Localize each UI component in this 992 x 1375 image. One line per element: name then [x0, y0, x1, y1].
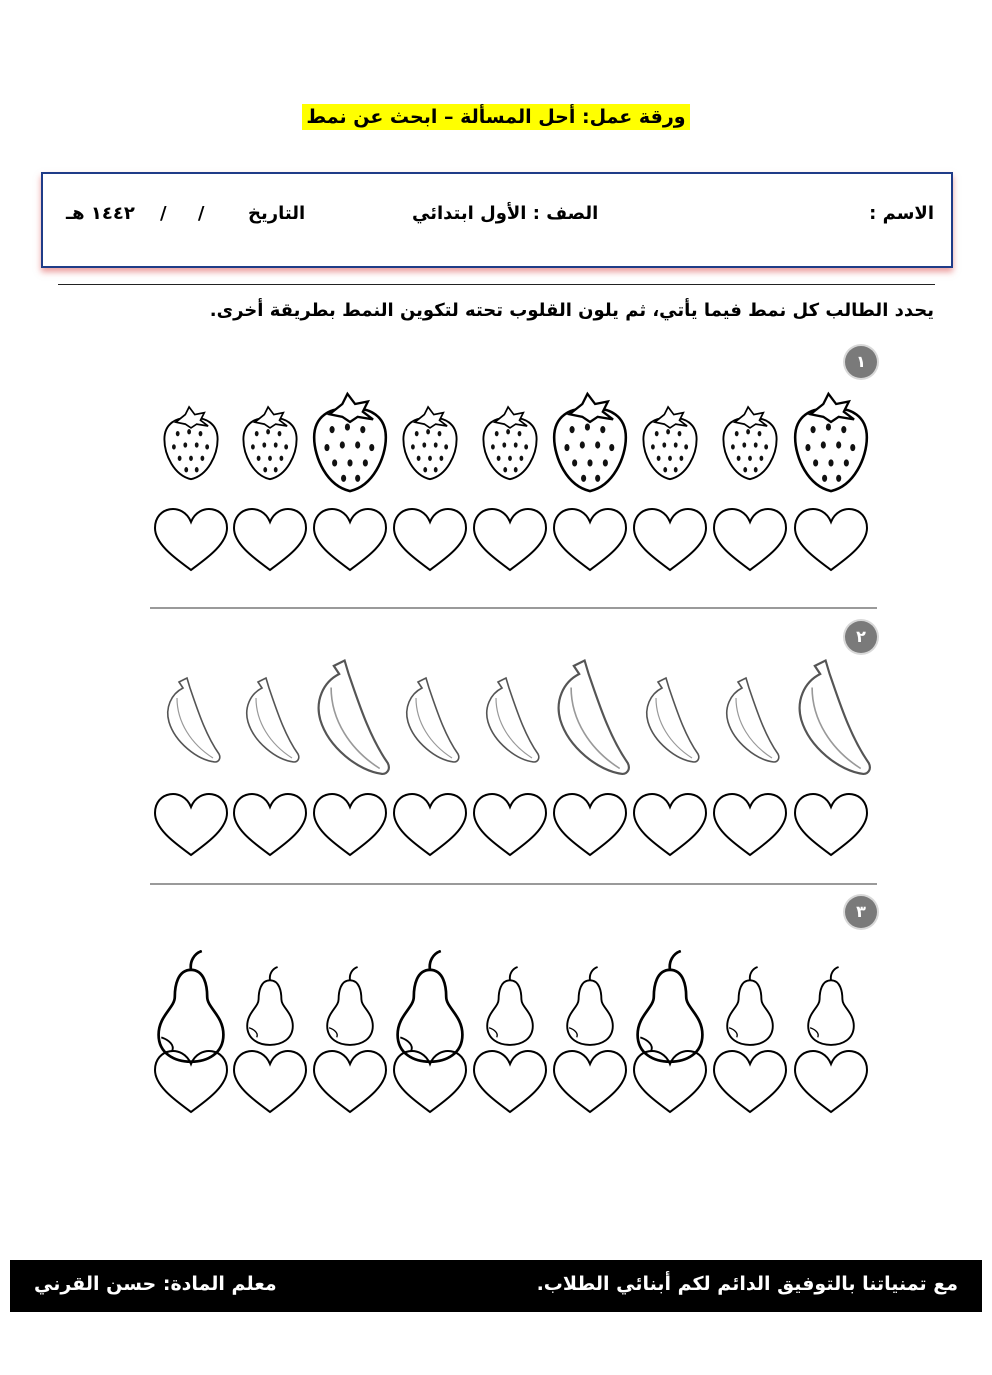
banana-icon: [407, 678, 459, 762]
heart-outline-icon[interactable]: [634, 509, 706, 570]
pattern-number-badge: ٢: [845, 621, 877, 653]
heart-outline-icon[interactable]: [314, 1051, 386, 1112]
instructions-text: يحدد الطالب كل نمط فيما يأتي، ثم يلون القلوب تحته لتكوين النمط بطريقة أخرى.: [209, 300, 934, 321]
pattern-divider: [150, 607, 877, 609]
date-label: التاريخ: [248, 203, 306, 224]
heart-outline-icon[interactable]: [714, 509, 786, 570]
banana-icon: [247, 678, 299, 762]
strawberry-icon: [795, 394, 867, 491]
pear-icon: [487, 967, 533, 1045]
header-divider: [58, 284, 935, 285]
pattern-3-row: [0, 950, 992, 1135]
heart-outline-icon[interactable]: [634, 794, 706, 855]
name-label: الاسم :: [869, 203, 934, 224]
banana-icon: [727, 678, 779, 762]
class-label: الصف : الأول ابتدائي: [412, 203, 599, 224]
pear-icon: [808, 967, 854, 1045]
strawberry-icon: [554, 394, 626, 491]
pattern-divider: [150, 883, 877, 885]
worksheet-title: [0, 106, 992, 128]
banana-icon: [319, 661, 389, 774]
heart-outline-icon[interactable]: [795, 509, 867, 570]
heart-outline-icon[interactable]: [155, 509, 227, 570]
heart-outline-icon[interactable]: [714, 794, 786, 855]
pattern-1-row: [0, 390, 992, 585]
strawberry-icon: [314, 394, 386, 491]
heart-outline-icon[interactable]: [394, 509, 466, 570]
pear-icon: [327, 967, 373, 1045]
strawberry-icon: [243, 407, 296, 479]
year-label: ١٤٤٢ هـ: [66, 203, 135, 224]
pear-icon: [638, 951, 703, 1062]
banana-icon: [168, 678, 220, 762]
worksheet-title-text: ورقة عمل: أحل المسألة – ابحث عن نمط: [302, 104, 689, 130]
heart-outline-icon[interactable]: [474, 794, 546, 855]
date-slashes: / /: [160, 203, 205, 224]
heart-outline-icon[interactable]: [714, 1051, 786, 1112]
banana-icon: [487, 678, 539, 762]
footer-wish-text: مع تمنياتنا بالتوفيق الدائم لكم أبنائي الطلاب.: [536, 1273, 958, 1295]
heart-outline-icon[interactable]: [234, 509, 306, 570]
banana-icon: [647, 678, 699, 762]
pear-icon: [567, 967, 613, 1045]
pattern-number-badge: ١: [845, 346, 877, 378]
heart-outline-icon[interactable]: [155, 794, 227, 855]
strawberry-icon: [723, 407, 776, 479]
heart-outline-icon[interactable]: [394, 794, 466, 855]
heart-outline-icon[interactable]: [554, 509, 626, 570]
pear-icon: [159, 951, 224, 1062]
pear-icon: [247, 967, 293, 1045]
heart-outline-icon[interactable]: [234, 794, 306, 855]
heart-outline-icon[interactable]: [314, 794, 386, 855]
strawberry-icon: [164, 407, 217, 479]
heart-outline-icon[interactable]: [554, 794, 626, 855]
heart-outline-icon[interactable]: [234, 1051, 306, 1112]
heart-outline-icon[interactable]: [474, 509, 546, 570]
strawberry-icon: [643, 407, 696, 479]
strawberry-icon: [403, 407, 456, 479]
footer-teacher-text: معلم المادة: حسن القرني: [34, 1273, 277, 1295]
pear-icon: [398, 951, 463, 1062]
banana-icon: [800, 661, 870, 774]
pattern-2-row: [0, 640, 992, 870]
heart-outline-icon[interactable]: [474, 1051, 546, 1112]
footer-bar: [10, 1260, 982, 1312]
banana-icon: [559, 661, 629, 774]
pear-icon: [727, 967, 773, 1045]
strawberry-icon: [483, 407, 536, 479]
heart-outline-icon[interactable]: [554, 1051, 626, 1112]
heart-outline-icon[interactable]: [795, 1051, 867, 1112]
heart-outline-icon[interactable]: [314, 509, 386, 570]
heart-outline-icon[interactable]: [795, 794, 867, 855]
pattern-number-badge: ٣: [845, 896, 877, 928]
